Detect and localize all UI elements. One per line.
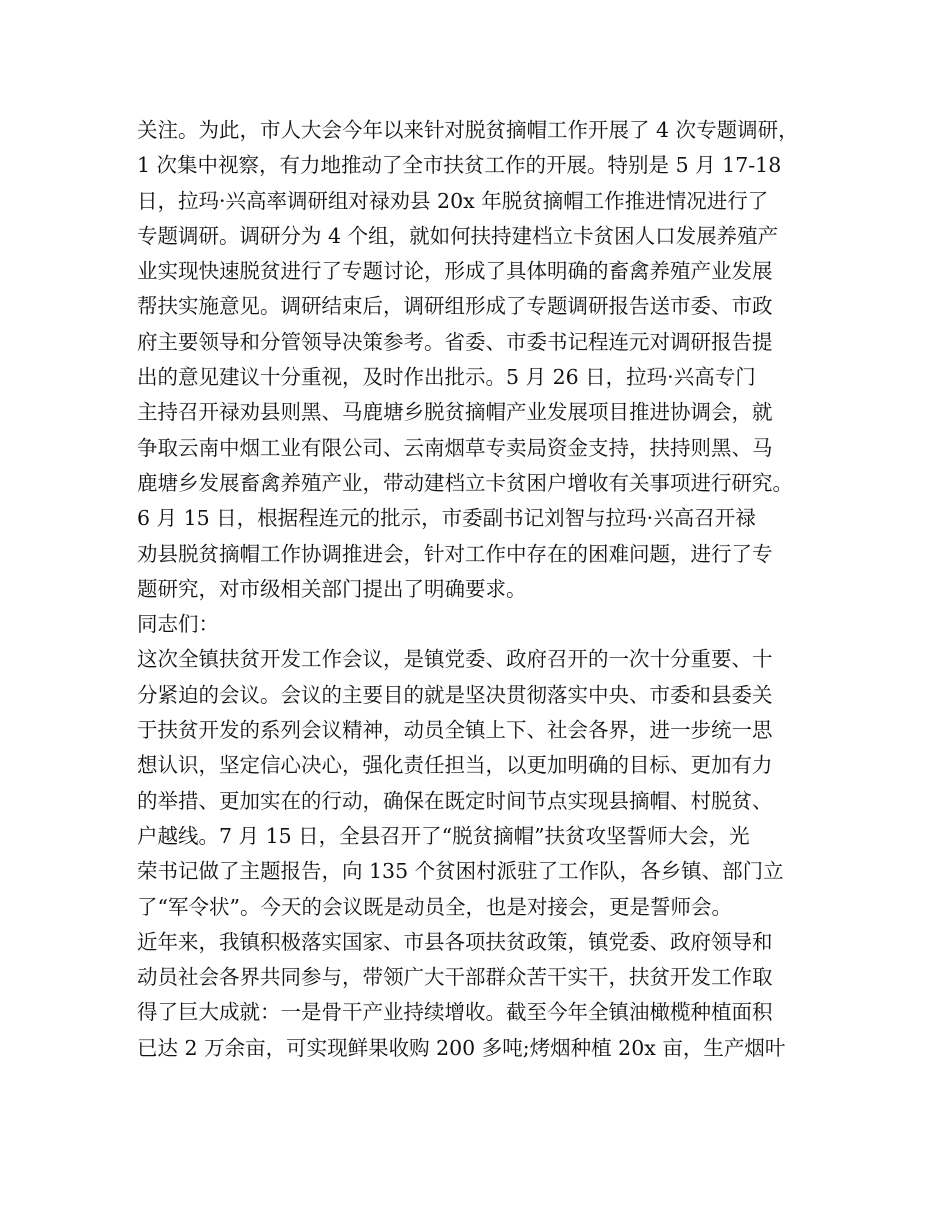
text-line: 府主要领导和分管领导决策参考。省委、市委书记程连元对调研报告提	[137, 329, 773, 354]
text-line: 荣书记做了主题报告，向 135 个贫困村派驻了工作队，各乡镇、部门立	[137, 859, 784, 884]
text-line: 争取云南中烟工业有限公司、云南烟草专卖局资金支持，扶持则黑、马	[137, 435, 773, 460]
text-line: 日，拉玛·兴高率调研组对禄劝县 20x 年脱贫摘帽工作推进情况进行了	[137, 188, 769, 213]
text-line: 户越线。7 月 15 日，全县召开了“脱贫摘帽”扶贫攻坚誓师大会，光	[137, 823, 750, 848]
text-line: 这次全镇扶贫开发工作会议，是镇党委、政府召开的一次十分重要、十	[137, 647, 773, 672]
document-body	[137, 113, 827, 1066]
text-line: 出的意见建议十分重视，及时作出批示。5 月 26 日，拉玛·兴高专门	[137, 365, 756, 390]
text-line: 同志们：	[137, 612, 219, 637]
text-line: 劝县脱贫摘帽工作协调推进会，针对工作中存在的困难问题，进行了专	[137, 541, 773, 566]
text-line: 鹿塘乡发展畜禽养殖产业，带动建档立卡贫困户增收有关事项进行研究。	[137, 470, 793, 495]
text-line: 关注。为此，市人大会今年以来针对脱贫摘帽工作开展了 4 次专题调研，	[137, 118, 799, 142]
text-line: 动员社会各界共同参与，带领广大干部群众苦干实干，扶贫开发工作取	[137, 965, 773, 990]
text-line: 分紧迫的会议。会议的主要目的就是坚决贯彻落实中央、市委和县委关	[137, 682, 773, 707]
text-line: 业实现快速脱贫进行了专题讨论，形成了具体明确的畜禽养殖产业发展	[137, 259, 773, 284]
text-line: 主持召开禄劝县则黑、马鹿塘乡脱贫摘帽产业发展项目推进协调会，就	[137, 400, 773, 425]
text-line: 得了巨大成就：一是骨干产业持续增收。截至今年全镇油橄榄种植面积	[137, 1000, 773, 1025]
text-line: 帮扶实施意见。调研结束后，调研组形成了专题调研报告送市委、市政	[137, 294, 773, 319]
text-line: 1 次集中视察，有力地推动了全市扶贫工作的开展。特别是 5 月 17-18	[137, 153, 782, 178]
text-line: 近年来，我镇积极落实国家、市县各项扶贫政策，镇党委、政府领导和	[137, 929, 773, 954]
text-line: 想认识，坚定信心决心，强化责任担当，以更加明确的目标、更加有力	[137, 753, 773, 778]
text-line: 于扶贫开发的系列会议精神，动员全镇上下、社会各界，进一步统一思	[137, 718, 773, 743]
text-line: 题研究，对市级相关部门提出了明确要求。	[137, 576, 527, 601]
text-line: 了“军令状”。今天的会议既是动员全，也是对接会，更是誓师会。	[137, 894, 732, 919]
text-line: 已达 2 万余亩，可实现鲜果收购 200 多吨;烤烟种植 20x 亩，生产烟叶	[137, 1035, 786, 1060]
text-line: 专题调研。调研分为 4 个组，就如何扶持建档立卡贫困人口发展养殖产	[137, 223, 779, 248]
text-line: 6 月 15 日，根据程连元的批示，市委副书记刘智与拉玛·兴高召开禄	[137, 506, 756, 531]
text-line: 的举措、更加实在的行动，确保在既定时间节点实现县摘帽、村脱贫、	[137, 788, 773, 813]
